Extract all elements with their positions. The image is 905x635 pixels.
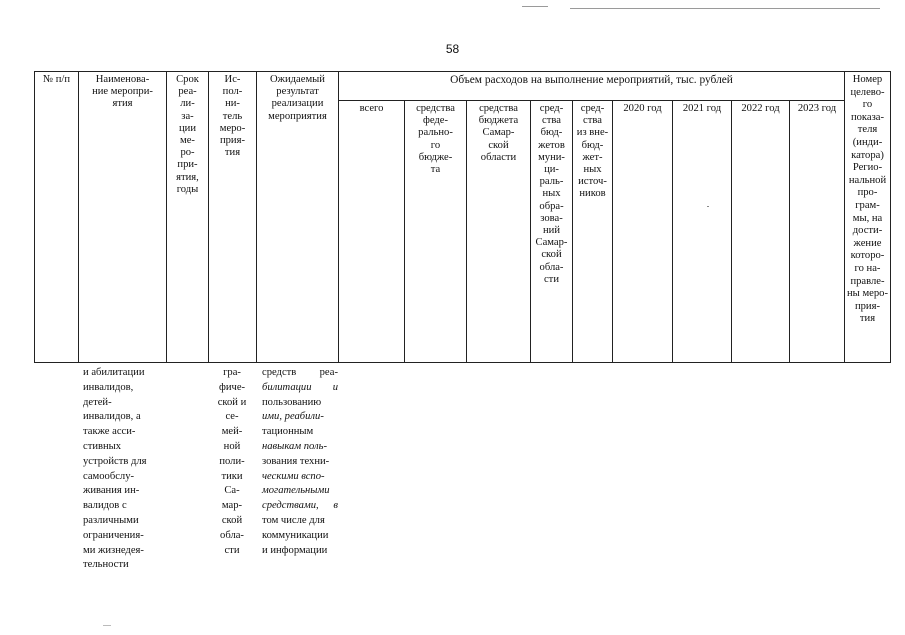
header-term: Срок реа- ли- за- ции ме- ро- при- ятия, годы bbox=[176, 74, 199, 195]
subheader-year-2020: 2020 год bbox=[623, 103, 662, 114]
expected-line: билитации и bbox=[262, 381, 338, 393]
continuation-name: и абилитации инвалидов, детей- инвалидов, а также асси- стивных устройств для самообслу- живания ин- валидов с различными ограничения- ми жизнедея- тельности bbox=[83, 367, 147, 571]
expected-line: навыкам поль- bbox=[262, 440, 328, 452]
expected-line: том числе для bbox=[262, 514, 325, 526]
header-num: № п/п bbox=[42, 74, 71, 85]
subheader-year-2022: 2022 год bbox=[741, 103, 780, 114]
subheader-total: всего bbox=[359, 103, 384, 114]
expected-line: средствами, в bbox=[262, 500, 338, 512]
expenses-subheader-line bbox=[338, 100, 845, 101]
header-expenses-title: Объем расходов на выполнение мероприятий, тыс. рублей bbox=[450, 74, 733, 86]
subheader-municipal: сред- ства бюд- жетов муни- ци- pаль- ных обра- зова- ний Самар- ской обла- сти bbox=[535, 103, 568, 285]
scan-artifact-line bbox=[570, 8, 880, 9]
expected-line: тационным bbox=[262, 426, 314, 438]
expected-line: коммуникации bbox=[262, 529, 329, 541]
scan-speck bbox=[707, 206, 709, 207]
continuation-executor: гра- фиче- ской и се- мей- ной поли- тики Са- мар- ской обла- сти bbox=[217, 367, 247, 556]
header-name: Наименова- ние меропри- ятия bbox=[92, 74, 153, 110]
expected-line: ческими вспо- bbox=[262, 470, 325, 482]
expected-line: и информации bbox=[262, 544, 328, 556]
subheader-federal: средства феде- рально- го бюдже- та bbox=[416, 103, 455, 176]
subcol-divider bbox=[789, 100, 790, 363]
continuation-expected-result bbox=[262, 366, 338, 558]
subheader-offbudget: сред- ства из вне- бюд- жет- ных источ- ников bbox=[576, 103, 609, 200]
expected-line: средств реа- bbox=[262, 367, 338, 378]
expected-line: ими, реабили- bbox=[262, 411, 324, 423]
header-target-indicator: Номер целево- го показа- теля (инди- катора) Регио- нальной про- грам- мы, на дости- жение которо- го на- правле- ны меро- прия- тия bbox=[847, 74, 888, 325]
subheader-year-2021: 2021 год bbox=[682, 103, 722, 114]
scan-artifact-line bbox=[522, 6, 548, 7]
header-expected-result: Ожидаемый результат реализации мероприятия bbox=[268, 74, 327, 122]
col-divider bbox=[78, 71, 79, 363]
expected-line: зования техни- bbox=[262, 455, 330, 467]
subcol-divider bbox=[731, 100, 732, 363]
expected-line: могательными bbox=[262, 485, 330, 497]
subcol-divider bbox=[672, 100, 673, 363]
scan-speck bbox=[103, 625, 111, 626]
subheader-year-2023: 2023 год bbox=[797, 103, 837, 114]
expected-line: пользованию bbox=[262, 396, 322, 408]
subcol-divider bbox=[612, 100, 613, 363]
subheader-regional: средства бюджета Самар- ской области bbox=[478, 103, 519, 163]
header-executor: Ис- пол- ни- тель меро- прия- тия bbox=[219, 74, 246, 159]
page-number: 58 bbox=[445, 42, 460, 56]
